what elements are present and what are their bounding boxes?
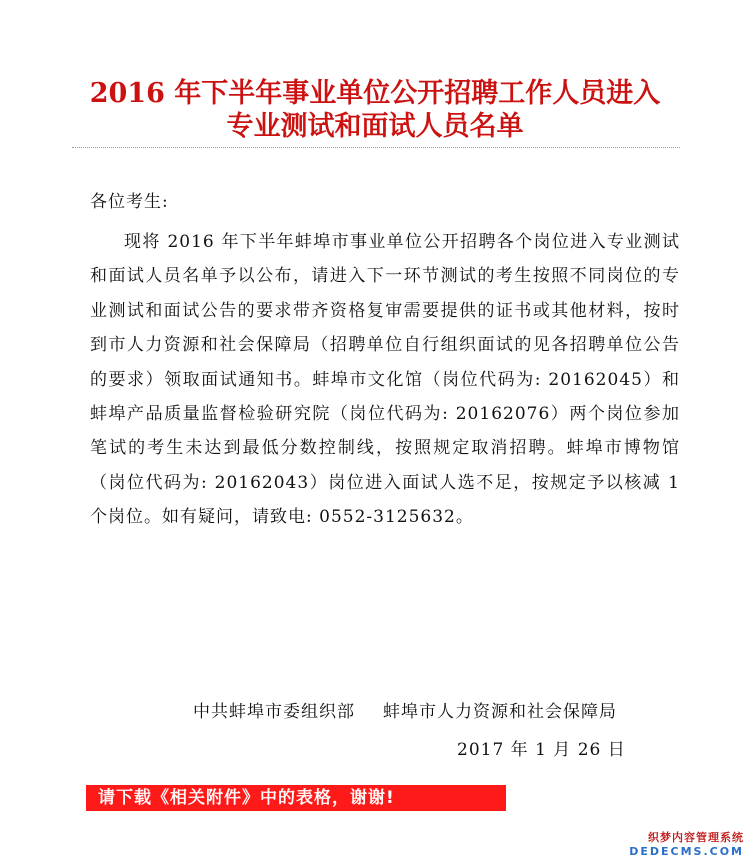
watermark-text-cn: 织梦内容管理系统: [648, 831, 744, 844]
title-line-1: 2016 年下半年事业单位公开招聘工作人员进入: [89, 78, 661, 109]
title-line-2: 专业测试和面试人员名单: [226, 111, 524, 142]
watermark-text-en: DEDECMS.COM: [629, 845, 744, 858]
notice-date: 2017 年 1 月 26 日: [457, 740, 626, 760]
title-divider: [72, 147, 680, 148]
signature-org-hr-bureau: 蚌埠市人力资源和社会保障局: [383, 702, 617, 722]
watermark-logo: [626, 831, 744, 859]
signature-org-party: 中共蚌埠市委组织部: [193, 702, 355, 722]
signature: [193, 700, 617, 724]
download-attachment-banner[interactable]: 请下载《相关附件》中的表格，谢谢!: [86, 785, 506, 811]
notice-body: 现将 2016 年下半年蚌埠市事业单位公开招聘各个岗位进入专业测试和面试人员名单予以公布，请进入下一环节测试的考生按照不同岗位的专业测试和面试公告的要求带齐资格复审需要提供的证书或其他材料，按时到市人力资源和社会保障局（招聘单位自行组织面试的见各招聘单位公告的要求）领取面试通知书。蚌埠市文化馆（岗位代码为: 20162045）和蚌埠产品质量监督检验研究院（岗位代码为: 20162076）两个岗位参加笔试的考生未达到最低分数控制线，按照规定取消招聘。蚌埠市博物馆（岗位代码为: 20162043）岗位进入面试人选不足，按规定予以核减 1 个岗位。如有疑问，请致电: 0552-3125632。: [90, 232, 680, 528]
salutation: 各位考生:: [90, 192, 169, 212]
